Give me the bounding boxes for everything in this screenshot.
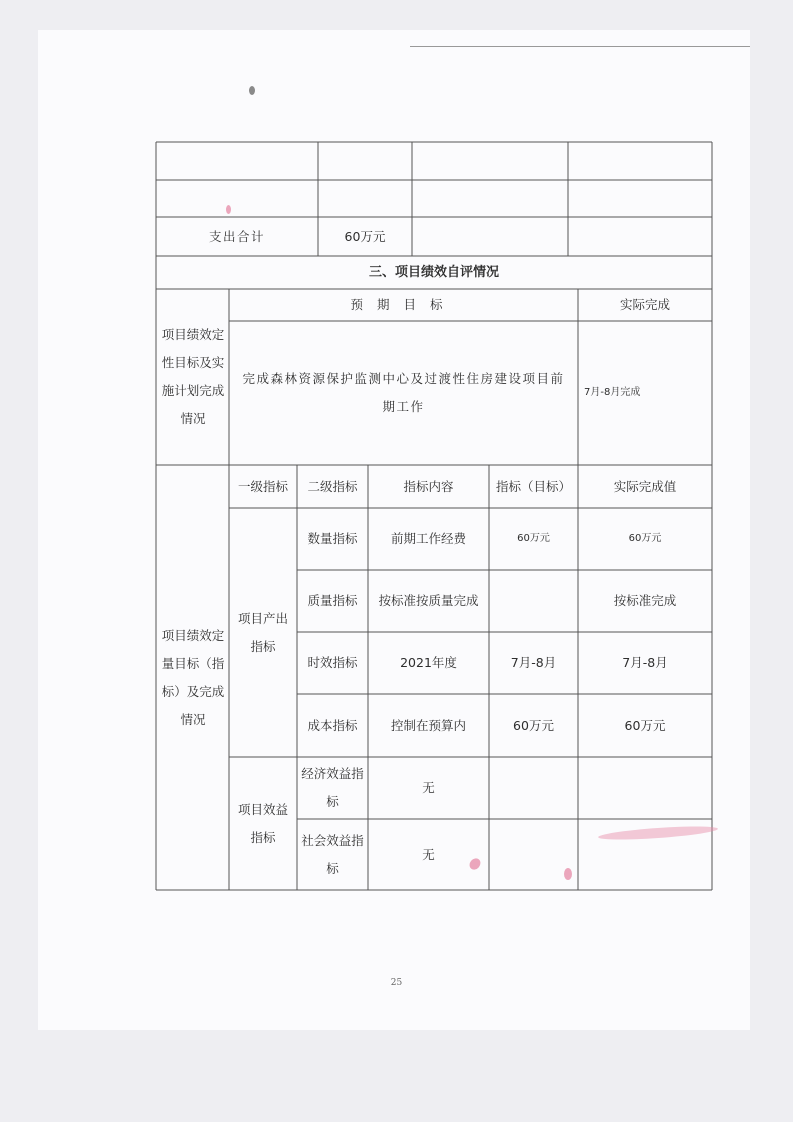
- actual-goal-text: 7月-8月完成: [584, 387, 641, 398]
- row-target: 60万元: [513, 717, 554, 733]
- expected-goal-text: 完成森林资源保护监测中心及过渡性住房建设项目前期工作: [242, 371, 565, 414]
- row-actual: 7月-8月: [622, 655, 668, 670]
- group-output-label: 项目产出指标: [237, 610, 288, 654]
- row-level2: 质量指标: [307, 593, 358, 608]
- total-label: 支出合计: [208, 228, 265, 244]
- row-actual: [578, 757, 712, 819]
- row-target: 60万元: [517, 533, 550, 544]
- row-actual: 60万元: [624, 717, 666, 733]
- expected-goal-header: 预期目标: [350, 297, 457, 312]
- header-level2: 二级指标: [307, 478, 358, 494]
- row-target: [489, 757, 578, 819]
- goals-row-label: 项目绩效定性目标及实施计划完成情况: [161, 327, 225, 426]
- ink-mark: [564, 868, 572, 880]
- section-title: 三、项目绩效自评情况: [368, 264, 499, 280]
- row-content: 无: [422, 846, 435, 862]
- row-level2: 社会效益指标: [301, 832, 364, 876]
- total-value: 60万元: [344, 228, 386, 244]
- header-content: 指标内容: [403, 478, 454, 494]
- actual-completion-header: 实际完成: [619, 297, 670, 312]
- row-level2: 时效指标: [307, 655, 358, 670]
- row-level2: 经济效益指标: [301, 766, 364, 809]
- row-actual: 60万元: [628, 533, 662, 544]
- row-level2: 成本指标: [307, 717, 358, 733]
- row-content: 前期工作经费: [390, 531, 466, 546]
- row-target: 7月-8月: [510, 655, 557, 670]
- row-level2: 数量指标: [307, 531, 358, 546]
- indicators-row-label: 项目绩效定量目标（指标）及完成情况: [161, 627, 225, 727]
- header-target: 指标（目标）: [495, 478, 571, 494]
- row-target: [489, 570, 578, 632]
- ink-mark: [226, 205, 231, 214]
- row-content: 控制在预算内: [390, 717, 466, 733]
- header-level1: 一级指标: [237, 478, 288, 494]
- group-benefit-label: 项目效益指标: [237, 801, 288, 845]
- row-content: 按标准按质量完成: [378, 593, 479, 608]
- row-content: 无: [422, 780, 435, 795]
- row-target: [489, 819, 578, 890]
- row-actual: 按标准完成: [613, 593, 677, 608]
- page-number: 25: [390, 978, 403, 988]
- header-actual: 实际完成值: [613, 478, 677, 494]
- row-content: 2021年度: [400, 655, 457, 670]
